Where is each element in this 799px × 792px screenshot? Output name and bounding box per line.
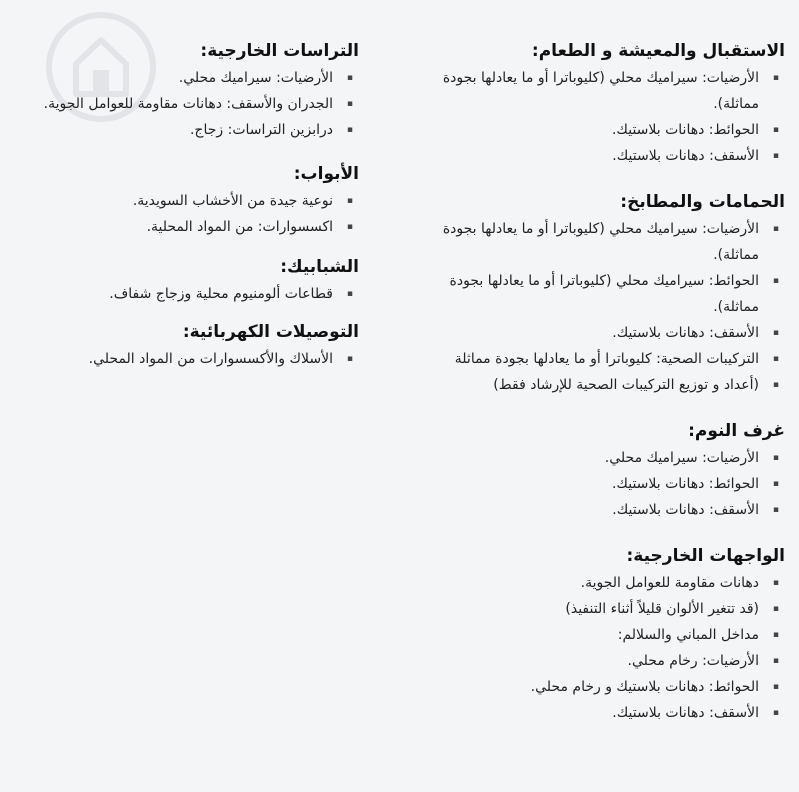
list-item: ▪ الأرضيات: سيراميك محلي (كليوباترا أو ما يعادلها بجودة مماثلة).	[419, 216, 785, 268]
list-item: ▪ مداخل المباني والسلالم:	[419, 622, 785, 648]
list-item: ▪ (قد تتغير الألوان قليلاً أثناء التنفيذ)	[419, 596, 785, 622]
left-column	[4, 40, 359, 372]
section-heading: التراسات الخارجية:	[200, 41, 359, 61]
list-item: ▪ الأسقف: دهانات بلاستيك.	[419, 143, 785, 169]
list-item: ▪ الحوائط: سيراميك محلي (كليوباترا أو ما يعادلها بجودة مماثلة).	[419, 268, 785, 320]
list-item: ▪ الحوائط: دهانات بلاستيك.	[419, 117, 785, 143]
section-heading: الشبابيك:	[280, 257, 359, 277]
list-item: ▪ التركيبات الصحية: كليوباترا أو ما يعادلها بجودة مماثلة	[419, 346, 785, 372]
list-item: ▪ الأسلاك والأكسسوارات من المواد المحلي.	[4, 346, 359, 372]
list-item: ▪ الأرضيات: سيراميك محلي.	[4, 65, 359, 91]
list-item: ▪ درابزين التراسات: زجاج.	[4, 117, 359, 143]
list-item: ▪ الأسقف: دهانات بلاستيك.	[419, 320, 785, 346]
list-item: ▪ دهانات مقاومة للعوامل الجوية.	[419, 570, 785, 596]
list-item: ▪ الحوائط: دهانات بلاستيك و رخام محلي.	[419, 674, 785, 700]
list-item: ▪ (أعداد و توزيع التركيبات الصحية للإرشاد فقط)	[419, 372, 785, 398]
section-heading: التوصيلات الكهربائية:	[182, 322, 359, 342]
list-item: ▪ الأرضيات: سيراميك محلي (كليوباترا أو ما يعادلها بجودة مماثلة).	[419, 65, 785, 117]
list-item: ▪ قطاعات ألومنيوم محلية وزجاج شفاف.	[4, 281, 359, 307]
section-heading: الاستقبال والمعيشة و الطعام:	[531, 41, 785, 61]
section-bedrooms	[419, 420, 785, 523]
right-column	[419, 40, 785, 726]
section-windows	[4, 256, 359, 307]
list-item: ▪ الأسقف: دهانات بلاستيك.	[419, 700, 785, 726]
list-item: ▪ الأسقف: دهانات بلاستيك.	[419, 497, 785, 523]
list-item: ▪ الأرضيات: رخام محلي.	[419, 648, 785, 674]
section-doors	[4, 163, 359, 240]
section-terraces	[4, 40, 359, 143]
section-heading: غرف النوم:	[688, 421, 785, 441]
section-heading: الحمامات والمطابخ:	[620, 192, 785, 212]
list-item: ▪ الجدران والأسقف: دهانات مقاومة للعوامل الجوية.	[4, 91, 359, 117]
section-electrical	[4, 321, 359, 372]
section-heading: الواجهات الخارجية:	[626, 546, 785, 566]
section-living	[419, 40, 785, 169]
section-heading: الأبواب:	[293, 164, 359, 184]
section-bathrooms-kitchens	[419, 191, 785, 398]
list-item: ▪ نوعية جيدة من الأخشاب السويدية.	[4, 188, 359, 214]
list-item: ▪ الحوائط: دهانات بلاستيك.	[419, 471, 785, 497]
list-item: ▪ اكسسوارات: من المواد المحلية.	[4, 214, 359, 240]
section-facades	[419, 545, 785, 726]
list-item: ▪ الأرضيات: سيراميك محلي.	[419, 445, 785, 471]
